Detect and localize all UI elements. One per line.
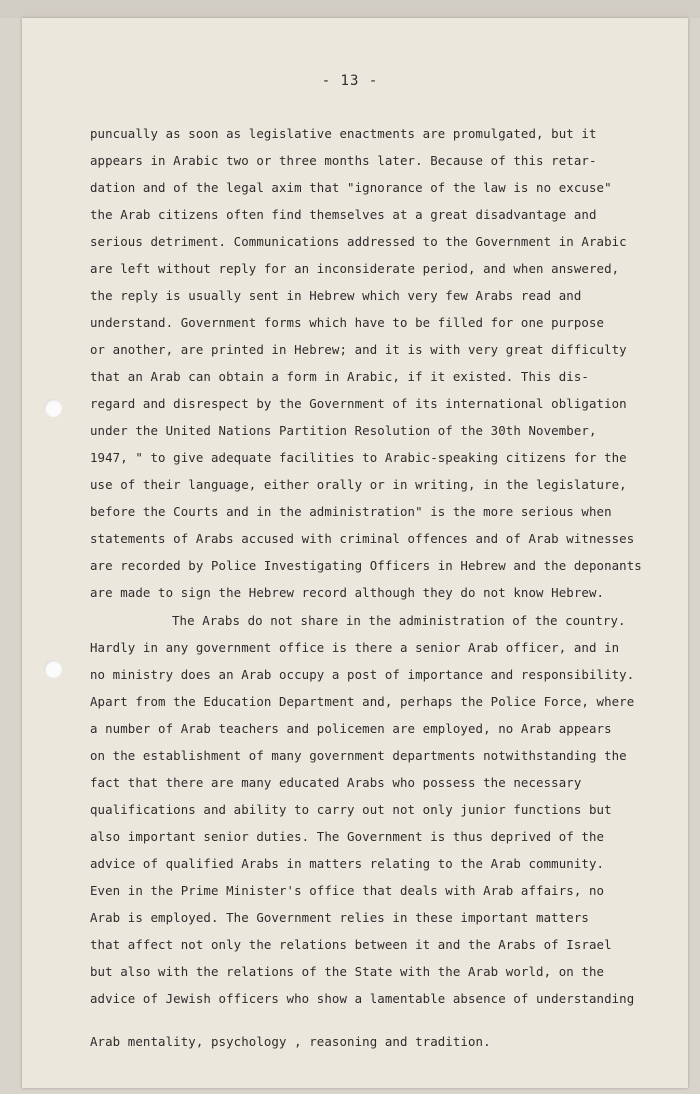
text-line: the Arab citizens often find themselves at a great disadvantage and <box>90 207 597 222</box>
text-line: fact that there are many educated Arabs who possess the necessary <box>90 775 582 790</box>
page-number: - 13 - <box>321 73 379 89</box>
text-line: but also with the relations of the State with the Arab world, on the <box>90 964 605 979</box>
text-line: under the United Nations Partition Resolution of the 30th November, <box>90 423 597 438</box>
text-line: use of their language, either orally or in writing, in the legislature, <box>90 477 627 492</box>
text-line: understand. Government forms which have to be filled for one purpose <box>90 315 605 330</box>
text-line: the reply is usually sent in Hebrew which very few Arabs read and <box>90 288 582 303</box>
text-line: advice of qualified Arabs in matters relating to the Arab community. <box>90 856 605 871</box>
text-line: statements of Arabs accused with criminal offences and of Arab witnesses <box>90 531 635 546</box>
text-line: are left without reply for an inconsiderate period, and when answered, <box>90 261 620 276</box>
text-line: Arab mentality, psychology , reasoning and tradition. <box>90 1034 491 1049</box>
text-line: Apart from the Education Department and, perhaps the Police Force, where <box>90 694 635 709</box>
text-line: also important senior duties. The Government is thus deprived of the <box>90 829 605 844</box>
text-line: that an Arab can obtain a form in Arabic, if it existed. This dis- <box>90 369 589 384</box>
text-line: a number of Arab teachers and policemen are employed, no Arab appears <box>90 721 612 736</box>
punch-hole <box>44 660 62 678</box>
text-line: Arab is employed. The Government relies in these important matters <box>90 910 589 925</box>
text-line: advice of Jewish officers who show a lamentable absence of understanding <box>90 991 635 1006</box>
page-edge <box>0 0 700 18</box>
text-line: on the establishment of many government departments notwithstanding the <box>90 748 627 763</box>
text-line: puncually as soon as legislative enactments are promulgated, but it <box>90 126 597 141</box>
text-line: regard and disrespect by the Government of its international obligation <box>90 396 627 411</box>
punch-hole <box>44 399 62 417</box>
text-line: or another, are printed in Hebrew; and it is with very great difficulty <box>90 342 627 357</box>
text-line: Even in the Prime Minister's office that deals with Arab affairs, no <box>90 883 605 898</box>
text-line: serious detriment. Communications addressed to the Government in Arabic <box>90 234 627 249</box>
text-line: The Arabs do not share in the administration of the country. <box>172 613 626 628</box>
text-line: are made to sign the Hebrew record although they do not know Hebrew. <box>90 585 605 600</box>
text-line: 1947, " to give adequate facilities to Arabic-speaking citizens for the <box>90 450 627 465</box>
text-line: dation and of the legal axim that "ignorance of the law is no excuse" <box>90 180 612 195</box>
text-line: qualifications and ability to carry out not only junior functions but <box>90 802 612 817</box>
text-line: that affect not only the relations between it and the Arabs of Israel <box>90 937 612 952</box>
typewritten-page <box>22 18 688 1088</box>
text-line: before the Courts and in the administration" is the more serious when <box>90 504 612 519</box>
text-line: no ministry does an Arab occupy a post of importance and responsibility. <box>90 667 635 682</box>
text-line: are recorded by Police Investigating Officers in Hebrew and the deponants <box>90 558 642 573</box>
text-line: Hardly in any government office is there a senior Arab officer, and in <box>90 640 620 655</box>
text-line: appears in Arabic two or three months later. Because of this retar- <box>90 153 597 168</box>
